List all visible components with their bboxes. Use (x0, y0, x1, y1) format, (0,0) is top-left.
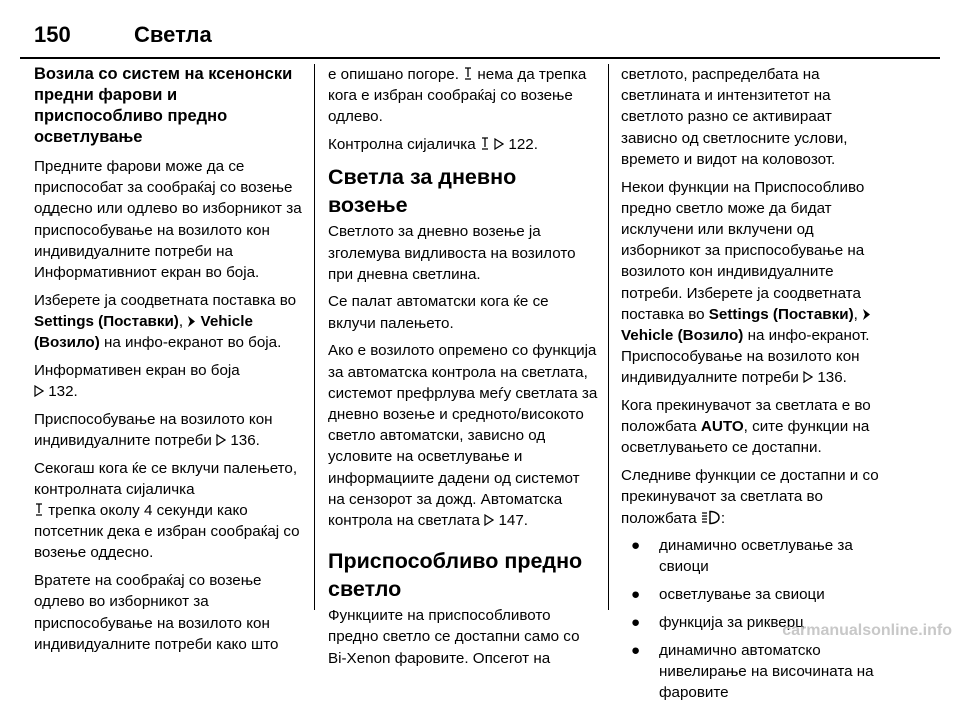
xenon-headlights-heading: Возила со систем на ксенонски предни фарови и приспособливо предно осветлување (34, 65, 293, 146)
bullet: ● (631, 641, 641, 659)
functions-list (621, 535, 889, 703)
paragraph: Кога прекинувачот за светлата е во положбата AUTO, сите функции на осветлувањето се достапни. (621, 397, 871, 457)
list-item: ● динамично автоматско нивелирање на височината на фаровите (631, 641, 874, 701)
paragraph: светлото, распределбата на светлината и интензитетот на светлото разно се активираат зависно од светлосните услови, времето и видот на коловозот. (621, 66, 848, 168)
paragraph: Информативен екран во боја 132. (34, 361, 240, 401)
column-right (621, 64, 889, 710)
adaptive-lighting-heading: Приспособливо предно светло (328, 549, 583, 602)
paragraph: Изберете ја соодветната поставка во Settings (Поставки), Vehicle (Возило) на инфо-екранот во боја. (34, 291, 297, 352)
page-title: Светла (134, 22, 212, 47)
page-reference-icon (34, 385, 44, 397)
paragraph: Светлото за дневно возење ја зголемува видливоста на возилото при дневна светлина. (328, 223, 576, 283)
paragraph: Некои функции на Приспособливо предно светло може да бидат исклучени или вклучени од изборникот за приспособување на возилото кон индивидуалните потреби. Изберете ја соодветната поставка во Settings (Поставки), Vehicle (Возило) на инфо-екранот. Приспособување на возилото кон индивидуалните потреби 136. (621, 178, 870, 387)
paragraph: Приспособување на возилото кон индивидуалните потреби 136. (34, 410, 273, 449)
arrow-right-icon (862, 309, 871, 320)
bullet: ● (631, 537, 641, 555)
column-left (34, 64, 302, 661)
vehicle-menu-label: Vehicle (Возило) (34, 312, 253, 352)
paragraph: Се палат автоматски кога ќе се вклучи палењето. (328, 293, 549, 332)
paragraph: Функциите на приспособливото предно светло се достапни само со Bi-Xenon фаровите. Опсегот на (328, 607, 580, 667)
traffic-side-indicator-icon (463, 67, 473, 80)
page-header (20, 0, 940, 60)
column-divider-right (608, 64, 609, 610)
settings-menu-label: Settings (Поставки) (708, 305, 854, 323)
paragraph: е опишано погоре. нема да трепка кога е избран сообраќај со возење одлево. (328, 66, 587, 126)
bullet: ● (631, 613, 641, 631)
list-item: ● осветлување за свиоци (621, 584, 889, 605)
column-middle (328, 64, 598, 675)
page-number: 150 (34, 22, 71, 47)
low-beam-icon (701, 510, 721, 525)
header-divider (20, 57, 940, 59)
paragraph: Следниве функции се достапни и со прекинувачот за светлата во положбата : (621, 467, 879, 527)
arrow-right-icon (187, 316, 196, 327)
page-reference-icon (216, 434, 226, 446)
paragraph: Предните фарови може да се приспособат за сообраќај со возење оддесно или одлево во изборникот за приспособување на возилото кон индивидуалните потреби на Информативниот екран во боја. (34, 158, 302, 282)
page-reference-icon (803, 371, 813, 383)
daytime-lights-heading: Светла за дневно возење (328, 165, 517, 218)
page-reference-icon (494, 138, 504, 150)
traffic-side-indicator-icon (480, 137, 490, 150)
vehicle-menu-label: Vehicle (Возило) (621, 326, 744, 344)
list-item: ● функција за рикверц (621, 612, 889, 633)
traffic-side-indicator-icon (34, 503, 44, 516)
watermark: carmanualsonline.info (782, 622, 952, 639)
paragraph: Контролна сијаличка 122. (328, 136, 538, 154)
column-divider-left (314, 64, 315, 610)
paragraph: Ако е возилото опремено со функција за автоматска контрола на светлата, системот префрлува меѓу светлата за дневно возење и средното/високото светло автоматски, зависно од условите на осветлување и информациите дадени од системот на сензорот за дожд. Автоматска контрола на светлата 147. (328, 342, 598, 529)
auto-position-label: AUTO (700, 418, 744, 436)
settings-menu-label: Settings (Поставки) (34, 312, 179, 330)
list-item: ● динамично осветлување за свиоци (631, 537, 853, 576)
paragraph: Секогаш кога ќе се вклучи палењето, контролната сијаличка трепка околу 4 секунди како потсетник дека е избран сообраќај со возење оддесно. (34, 459, 300, 562)
bullet: ● (631, 586, 641, 604)
page-reference-icon (484, 514, 494, 526)
paragraph: Вратете на сообраќај со возење одлево во изборникот за приспособување на возилото кон индивидуалните потреби како што (34, 572, 279, 653)
